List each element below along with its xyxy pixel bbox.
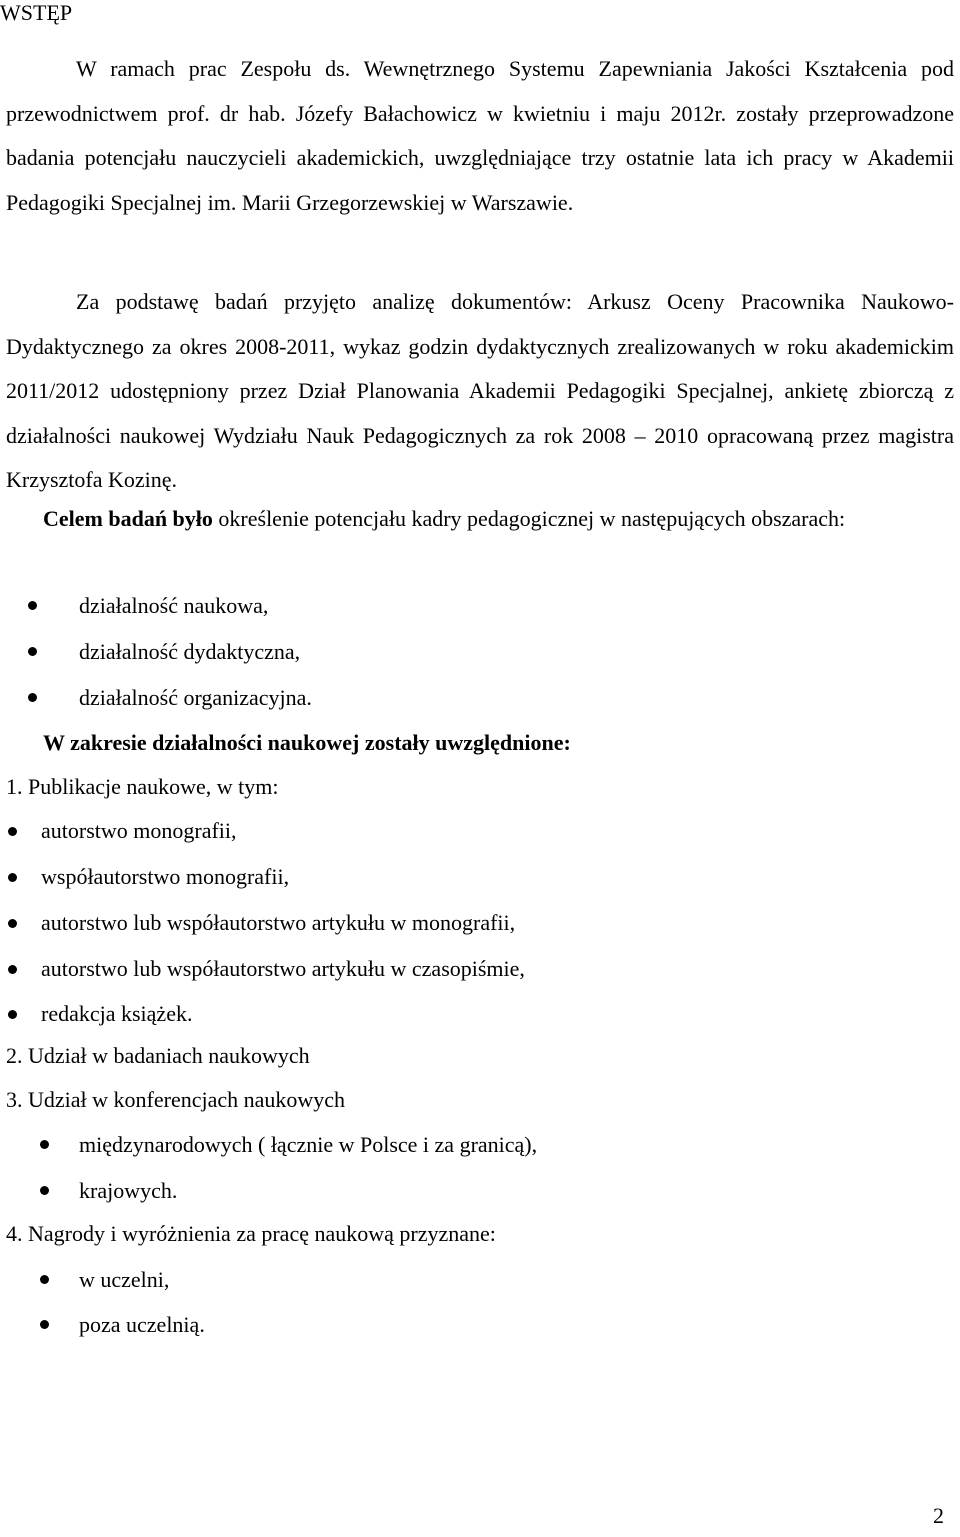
section-title: 4. Nagrody i wyróżnienia za pracę naukową przyznane:	[6, 1221, 496, 1246]
list-item: krajowych.	[79, 1178, 178, 1203]
list-item: poza uczelnią.	[79, 1312, 205, 1337]
bullet-icon	[28, 647, 37, 656]
bullet-icon	[40, 1320, 49, 1329]
list-item: redakcja książek.	[41, 1001, 193, 1026]
page-number: 2	[933, 1503, 944, 1528]
area-item: działalność naukowa,	[79, 593, 269, 618]
intro-paragraph: W ramach prac Zespołu ds. Wewnętrznego Systemu Zapewniania Jakości Kształcenia pod przewodnictwem prof. dr hab. Józefy Bałachowicz w kwietniu i maju 2012r. zostały przeprowadzone badania potencjału nauczycieli akademickich, uwzględniające trzy ostatnie lata ich pracy w Akademii Pedagogiki Specjalnej im. Marii Grzegorzewskiej w Warszawie.	[6, 56, 954, 215]
bullet-icon	[8, 965, 17, 974]
goal-text: określenie potencjału kadry pedagogicznej w następujących obszarach:	[218, 506, 846, 531]
bullet-icon	[8, 827, 17, 836]
bullet-icon	[40, 1186, 49, 1195]
list-item: autorstwo lub współautorstwo artykułu w czasopiśmie,	[41, 956, 525, 981]
list-item: współautorstwo monografii,	[41, 864, 290, 889]
area-item: działalność organizacyjna.	[79, 685, 312, 710]
list-item: autorstwo monografii,	[41, 818, 237, 843]
section-title: 1. Publikacje naukowe, w tym:	[6, 774, 279, 799]
section-title: 3. Udział w konferencjach naukowych	[6, 1087, 346, 1112]
goal-bold-text: Celem badań było	[43, 506, 213, 531]
bullet-icon	[28, 693, 37, 702]
list-item: w uczelni,	[79, 1267, 170, 1292]
bullet-icon	[28, 601, 37, 610]
bullet-icon	[8, 873, 17, 882]
bullet-icon	[8, 1010, 17, 1019]
section-title: 2. Udział w badaniach naukowych	[6, 1043, 310, 1068]
research-heading: W zakresie działalności naukowej zostały uwzględnione:	[43, 730, 571, 755]
bullet-icon	[8, 919, 17, 928]
bullet-icon	[40, 1275, 49, 1284]
basis-paragraph: Za podstawę badań przyjęto analizę dokumentów: Arkusz Oceny Pracownika Naukowo-Dydaktycznego za okres 2008-2011, wykaz godzin dydaktycznych zrealizowanych w roku akademickim 2011/2012 udostępniony przez Dział Planowania Akademii Pedagogiki Specjalnej, ankietę zbiorczą z działalności naukowej Wydziału Nauk Pedagogicznych za rok 2008 – 2010 opracowaną przez magistra Krzysztofa Kozinę.	[6, 289, 954, 492]
list-item: międzynarodowych ( łącznie w Polsce i za granicą),	[79, 1132, 538, 1157]
goal-paragraph	[6, 497, 954, 542]
section-heading: WSTĘP	[0, 0, 73, 25]
bullet-icon	[40, 1140, 49, 1149]
list-item: autorstwo lub współautorstwo artykułu w monografii,	[41, 910, 516, 935]
area-item: działalność dydaktyczna,	[79, 639, 301, 664]
